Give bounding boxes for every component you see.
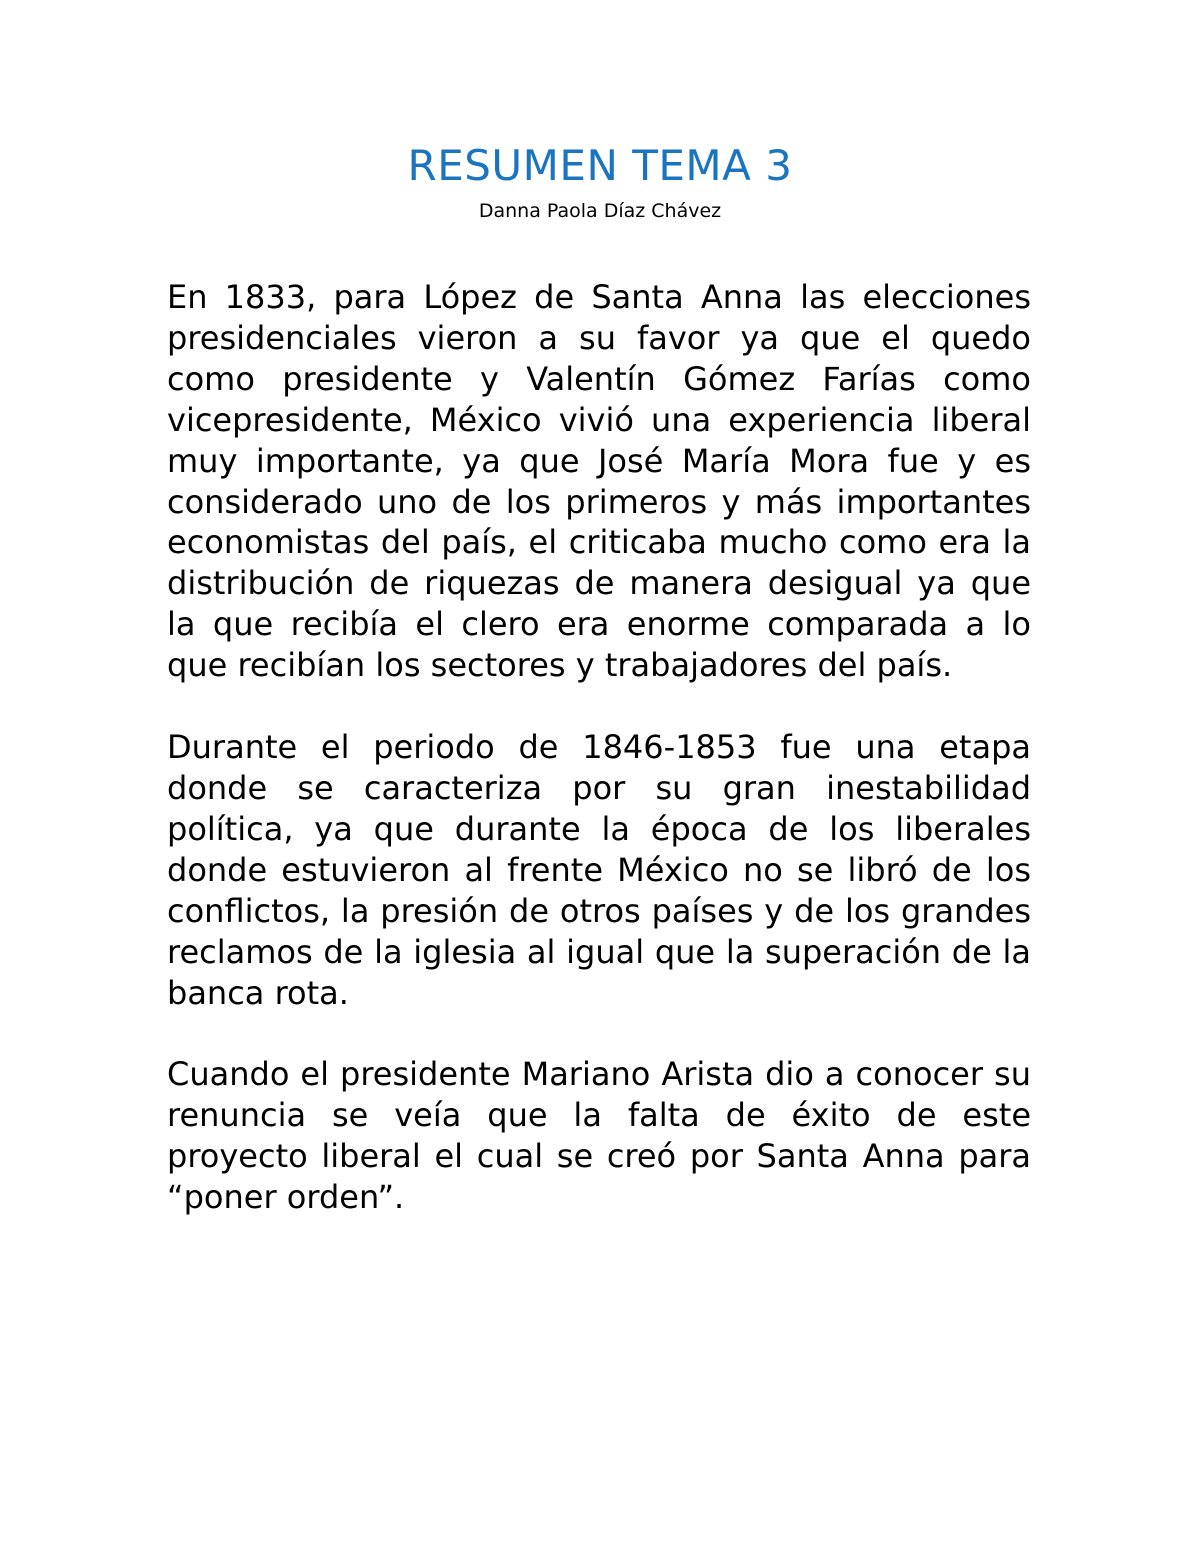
paragraph-3: Cuando el presidente Mariano Arista dio a conocer su renuncia se veía que la falta de éxito de este proyecto liberal el cual se creó por Santa Anna para “poner orden”. (167, 1055, 1031, 1217)
paragraph-1: En 1833, para López de Santa Anna las elecciones presidenciales vieron a su favor ya que el quedo como presidente y Valentín Gómez Farías como vicepresidente, México vivió una experiencia liberal muy importante, ya que José María Mora fue y es considerado uno de los primeros y más importantes economistas del país, el criticaba mucho como era la distribución de riquezas de manera desigual ya que la que recibía el clero era enorme comparada a lo que recibían los sectores y trabajadores del país. (167, 278, 1031, 685)
document-title: RESUMEN TEMA 3 (407, 141, 793, 190)
document-author: Danna Paola Díaz Chávez (478, 200, 722, 222)
document-body (167, 277, 1031, 1259)
paragraph-2: Durante el periodo de 1846-1853 fue una etapa donde se caracteriza por su gran inestabilidad política, ya que durante la época de los liberales donde estuvieron al frente México no se libró de los conflictos, la presión de otros países y de los grandes reclamos de la iglesia al igual que la superación de la banca rota. (167, 728, 1031, 1012)
